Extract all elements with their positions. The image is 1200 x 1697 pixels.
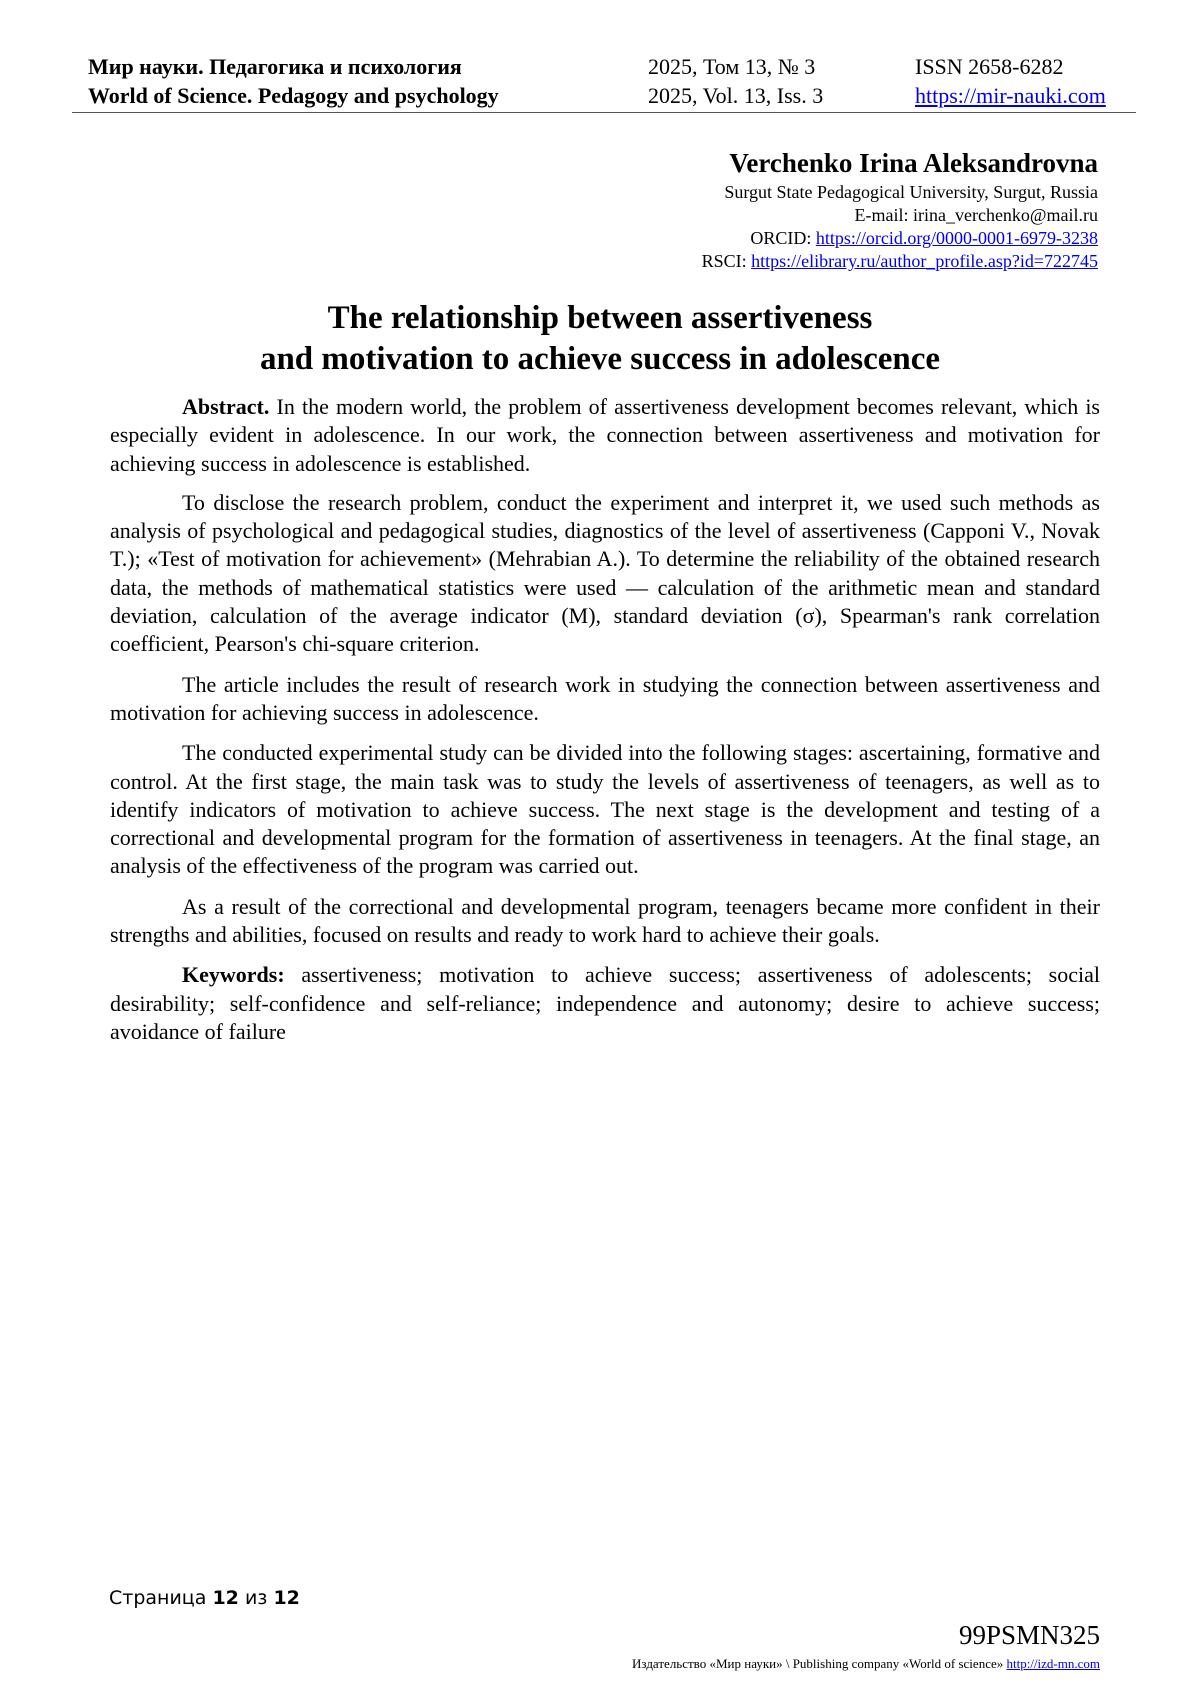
publisher-link[interactable]: http://izd-mn.com (1006, 1656, 1100, 1671)
journal-header (88, 52, 1120, 110)
journal-title-ru: Мир науки. Педагогика и психология (88, 54, 462, 79)
rsci-label: RSCI: (701, 251, 752, 271)
issue-en: 2025, Vol. 13, Iss. 3 (648, 83, 824, 108)
author-block (702, 146, 1098, 273)
journal-title-en: World of Science. Pedagogy and psychology (88, 83, 499, 108)
orcid-link[interactable]: https://orcid.org/0000-0001-6979-3238 (815, 228, 1098, 248)
journal-site-link[interactable]: https://mir-nauki.com (915, 83, 1106, 108)
header-divider (72, 112, 1136, 113)
author-affiliation: Surgut State Pedagogical University, Surgut, Russia (724, 182, 1098, 202)
abstract-paragraph-1: Abstract. In the modern world, the problem of assertiveness development becomes relevant, which is especially evident in adolescence. In our work, the connection between assertiveness and motivation for achieving success in adolescence is established. (110, 394, 1100, 476)
abstract-paragraph-3: The article includes the result of research work in studying the connection between assertiveness and motivation for achieving success in adolescence. (110, 671, 1100, 725)
abstract-paragraph-2: To disclose the research problem, conduct the experiment and interpret it, we used such methods as analysis of psychological and pedagogical studies, diagnostics of the level of assertiveness (Capponi V., Novak T.); «Test of motivation for achievement» (Mehrabian A.). To determine the reliability of the obtained research data, the methods of mathematical statistics were used — calculation of the arithmetic mean and standard deviation, calculation of the average indicator (M), standard deviation (σ), Spearman's rank correlation coefficient, Pearson's chi-square criterion. (110, 489, 1100, 657)
issue-ru: 2025, Том 13, № 3 (648, 54, 816, 79)
abstract-section (110, 393, 1100, 1058)
author-orcid (702, 227, 1098, 250)
keywords-paragraph: Keywords: assertiveness; motivation to achieve success; assertiveness of adolescents; social desirability; self-confidence and self-reliance; independence and autonomy; desire to achieve success; avoidance of failure (110, 962, 1100, 1044)
keywords-label: Keywords: (182, 962, 285, 988)
article-title (100, 298, 1100, 380)
publisher-line: Издательство «Мир науки» \ Publishing company «World of science» http://izd-mn.com (632, 1656, 1100, 1671)
article-title-line-2: and motivation to achieve success in adolescence (259, 341, 941, 377)
author-name: Verchenko Irina Aleksandrovna (729, 148, 1098, 178)
orcid-label: ORCID: (750, 228, 816, 248)
abstract-label: Abstract. (182, 394, 270, 419)
page-number: Страница 12 из 12 (109, 1587, 300, 1609)
article-title-line-1: The relationship between assertiveness (327, 300, 873, 336)
article-code: 99PSMN325 (958, 1620, 1100, 1650)
rsci-link[interactable]: https://elibrary.ru/author_profile.asp?id=722745 (751, 251, 1098, 271)
issn: ISSN 2658-6282 (915, 54, 1064, 79)
abstract-paragraph-4: The conducted experimental study can be divided into the following stages: ascertaining, formative and control. At the first stage, the main task was to study the levels of assertiveness of teenagers, as well as to identify indicators of motivation to achieve success. The next stage is the development and testing of a correctional and developmental program for the formation of assertiveness in teenagers. At the final stage, an analysis of the effectiveness of the program was carried out. (110, 740, 1100, 879)
abstract-paragraph-5: As a result of the correctional and developmental program, teenagers became more confident in their strengths and abilities, focused on results and ready to work hard to achieve their goals. (110, 893, 1100, 948)
author-rsci (702, 250, 1098, 273)
author-email: E-mail: irina_verchenko@mail.ru (854, 205, 1098, 225)
